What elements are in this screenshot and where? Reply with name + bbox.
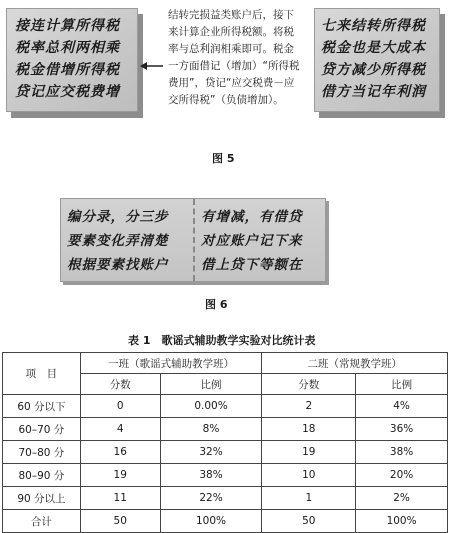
cell: 38% (160, 464, 262, 487)
fig5-left-line: 接连计算所得税 (15, 18, 120, 34)
item-header: 项 目 (3, 353, 81, 395)
fig6-box (60, 198, 326, 282)
cell: 0.00% (160, 395, 262, 418)
fig6-divider (193, 199, 195, 281)
cell: 16 (80, 441, 160, 464)
cell: 11 (80, 487, 160, 510)
fig6-left-line: 编分录，分三步 (67, 209, 169, 225)
arrow-left-icon (140, 60, 164, 72)
fig6-left-line: 根据要素找账户 (67, 257, 169, 273)
fig5-left-box (6, 8, 138, 112)
cell: 0 (80, 395, 160, 418)
fig6-right-line: 对应账户记下来 (201, 233, 303, 249)
cell: 18 (262, 418, 356, 441)
row-label: 60 分以下 (3, 395, 81, 418)
fig5-middle-line: 来计算企业所得税额。将税 (168, 26, 294, 38)
cell: 19 (80, 464, 160, 487)
sub-header: 分数 (80, 374, 160, 395)
table-row (3, 487, 448, 510)
fig5-middle-line: 结转完损益类账户后，接下 (168, 9, 294, 21)
fig5-right-line: 七来结转所得税 (321, 18, 426, 34)
cell: 32% (160, 441, 262, 464)
fig6-right-line: 借上贷下等额在 (201, 257, 303, 273)
table-row (3, 395, 448, 418)
cell: 2% (356, 487, 448, 510)
fig5-middle-line: 一方面借记（增加）“所得税 (168, 60, 300, 72)
group1-header: 一班（歌谣式辅助教学班） (80, 353, 262, 374)
fig6-right-line: 有增减，有借贷 (201, 209, 303, 225)
row-label: 70–80 分 (3, 441, 81, 464)
sub-header: 分数 (262, 374, 356, 395)
fig5-right-box (314, 8, 440, 112)
table-row (3, 510, 448, 533)
cell: 50 (80, 510, 160, 533)
group2-header: 二班（常规教学班） (262, 353, 448, 374)
cell: 100% (356, 510, 448, 533)
table-row (3, 464, 448, 487)
sub-header: 比例 (160, 374, 262, 395)
table-row (3, 441, 448, 464)
fig6-caption: 图 6 (205, 298, 228, 311)
cell: 20% (356, 464, 448, 487)
cell: 38% (356, 441, 448, 464)
cell: 10 (262, 464, 356, 487)
fig5-caption: 图 5 (212, 152, 235, 165)
cell: 19 (262, 441, 356, 464)
cell: 50 (262, 510, 356, 533)
cell: 36% (356, 418, 448, 441)
fig5-middle-line: 率与总利润相乘即可。税金 (168, 43, 294, 55)
sub-header: 比例 (356, 374, 448, 395)
cell: 8% (160, 418, 262, 441)
fig5-left-line: 税率总利两相乘 (15, 40, 120, 56)
cell: 4% (356, 395, 448, 418)
cell: 1 (262, 487, 356, 510)
fig5-middle-text (168, 7, 299, 109)
fig5-middle-line: 交所得税”（负债增加）。 (168, 94, 284, 106)
table-title: 表 1 歌谣式辅助教学实验对比统计表 (128, 334, 316, 347)
fig5-middle-line: 费用”，贷记“应交税费－应 (168, 77, 295, 89)
row-label: 60–70 分 (3, 418, 81, 441)
fig5-right-line: 借方当记年利润 (321, 84, 426, 100)
fig5-left-line: 税金借增所得税 (15, 62, 120, 78)
row-label: 合计 (3, 510, 81, 533)
comparison-table (2, 352, 448, 533)
cell: 22% (160, 487, 262, 510)
table-row (3, 418, 448, 441)
fig5-right-line: 贷方减少所得税 (321, 62, 426, 78)
cell: 2 (262, 395, 356, 418)
fig6-left-line: 要素变化弄清楚 (67, 233, 169, 249)
cell: 4 (80, 418, 160, 441)
fig5-left-line: 贷记应交税费增 (15, 84, 120, 100)
row-label: 90 分以上 (3, 487, 81, 510)
cell: 100% (160, 510, 262, 533)
row-label: 80–90 分 (3, 464, 81, 487)
fig5-right-line: 税金也是大成本 (321, 40, 426, 56)
